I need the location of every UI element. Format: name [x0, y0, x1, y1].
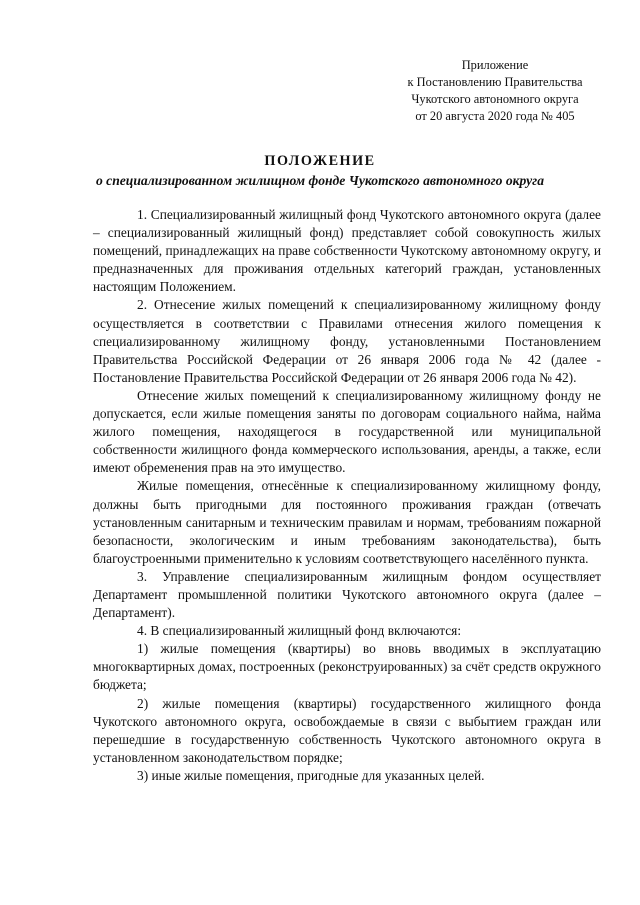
paragraph: 3. Управление специализированным жилищным фондом осуществляет Департамент промышленной политики Чукотского автономного округа (далее – Департамент).: [93, 568, 601, 621]
appendix-block: [380, 57, 610, 125]
paragraph: 1. Специализированный жилищный фонд Чукотского автономного округа (далее – специализированный жилищный фонд) представляет собой совокупность жилых помещений, принадлежащих на праве собственности Чукотскому автономному округу, и предназначенных для проживания отдельных категорий граждан, установленных настоящим Положением.: [93, 207, 601, 295]
paragraph: 3) иные жилые помещения, пригодные для указанных целей.: [137, 767, 485, 783]
paragraph: 1) жилые помещения (квартиры) во вновь вводимых в эксплуатацию многоквартирных домах, построенных (реконструированных) за счёт средств окружного бюджета;: [93, 641, 601, 693]
appendix-line: Приложение: [461, 58, 529, 72]
document-subtitle: о специализированном жилищном фонде Чукотского автономного округа: [95, 173, 544, 188]
paragraph: 4. В специализированный жилищный фонд включаются:: [137, 623, 462, 639]
document-body: [93, 206, 601, 785]
paragraph: 2) жилые помещения (квартиры) государственного жилищного фонда Чукотского автономного округа, освобождаемые в связи с выбытием граждан или перешедшие в государственную собственность Чукотского автономного округа в установленном законодательством порядке;: [93, 695, 601, 765]
paragraph: Жилые помещения, отнесённые к специализированному жилищному фонду, должны быть пригодными для постоянного проживания граждан (отвечать установленным санитарным и техническим правилам и нормам, требованиям пожарной безопасности, экологическим и иным требованиям законодательства), быть благоустроенными применительно к условиям соответствующего населённого пункта.: [93, 478, 601, 566]
appendix-line: от 20 августа 2020 года № 405: [415, 109, 575, 123]
paragraph: Отнесение жилых помещений к специализированному жилищному фонду не допускается, если жилые помещения заняты по договорам социального найма, найма жилого помещения, находящегося в государственной или муниципальной собственности жилищного фонда коммерческого использования, аренды, а также, если имеют обременения прав на это имущество.: [93, 387, 601, 476]
document-title: ПОЛОЖЕНИЕ: [264, 153, 376, 169]
appendix-line: к Постановлению Правительства: [407, 75, 583, 89]
paragraph: 2. Отнесение жилых помещений к специализированному жилищному фонду осуществляется в соответствии с Правилами отнесения жилого помещения к специализированному жилищному фонду, установленными Постановлением Правительства Российской Федерации от 26 января 2006 года № 42 (далее - Постановление Правительства Российской Федерации от 26 января 2006 года № 42).: [93, 297, 601, 385]
appendix-line: Чукотского автономного округа: [411, 92, 579, 106]
